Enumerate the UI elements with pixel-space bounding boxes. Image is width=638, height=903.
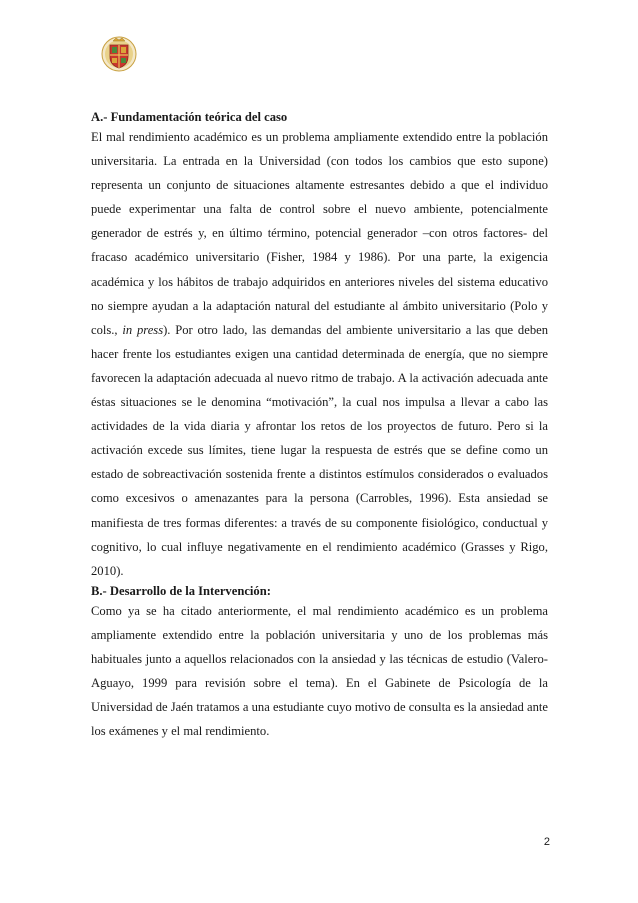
section-a-heading: A.- Fundamentación teórica del caso xyxy=(91,110,288,124)
section-a-text-part2: ). Por otro lado, las demandas del ambiente universitario a las que deben hacer frente los estudiantes exigen una cantidad determinada de energía, que no siempre favorecen la adaptación adecuada al nuevo ritmo de trabajo. A la activación adecuada ante éstas situaciones se le denomina “motivación”, la cual nos impulsa a llevar a cabo las actividades de la vida diaria y afrontar los retos de los proyectos de futuro. Pero si la activación excede sus límites, tiene lugar la respuesta de estrés que se define como un estado de sobreactivación sostenida frente a distintos estímulos considerados o evaluados como excesivos o amenazantes para la persona (Carrobles, 1996). Esta ansiedad se manifiesta de tres formas diferentes: a través de su componente fisiológico, conductual y cognitivo, lo cual influye negativamente en el rendimiento académico (Grasses y Rigo, 2010). xyxy=(91,322,548,578)
section-a-text-part1: El mal rendimiento académico es un problema ampliamente extendido entre la población universitaria. La entrada en la Universidad (con todos los cambios que esto supone) representa un conjunto de situaciones altamente estresantes debido a que el individuo puede experimentar una falta de control sobre el nuevo ambiente, potencialmente generador de estrés y, en último término, potencial generador –con otros factores- del fracaso académico universitario (Fisher, 1984 y 1986). Por una parte, la exigencia académica y los hábitos de trabajo adquiridos en anteriores niveles del sistema educativo no siempre ayudan a la adaptación natural del estudiante al ámbito universitario (Polo y cols., xyxy=(91,130,548,337)
section-b-paragraph: Como ya se ha citado anteriormente, el mal rendimiento académico es un problema ampliamente extendido entre la población universitaria y uno de los problemas más habituales junto a aquellos relacionados con la ansiedad y las técnicas de estudio (Valero-Aguayo, 1999 para revisión sobre el tema). En el Gabinete de Psicología de la Universidad de Jaén tratamos a una estudiante cuyo motivo de consulta es la ansiedad ante los exámenes y el mal rendimiento. xyxy=(91,603,548,739)
university-seal-icon xyxy=(101,35,137,73)
section-a-paragraph xyxy=(91,125,548,583)
page-number: 2 xyxy=(543,836,550,848)
document-content xyxy=(91,109,548,743)
section-a-italic-text: in press xyxy=(122,322,164,337)
section-b-heading: B.- Desarrollo de la Intervención: xyxy=(91,583,271,598)
